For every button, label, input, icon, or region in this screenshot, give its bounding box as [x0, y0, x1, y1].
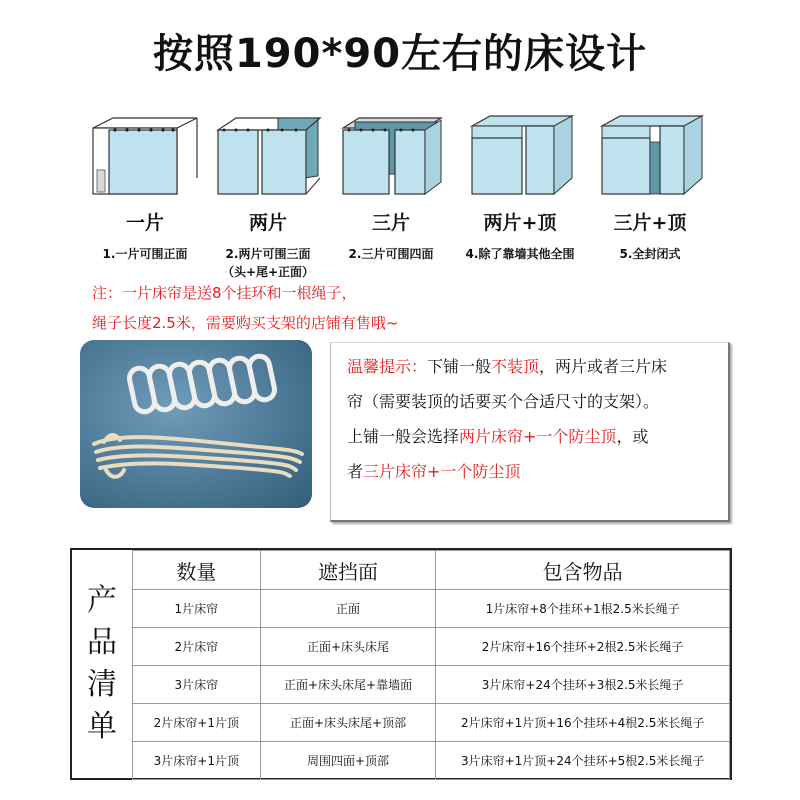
- rings-and-rope-photo: [80, 340, 312, 508]
- product-list-table: [70, 548, 732, 780]
- option-two-panel: [203, 112, 333, 281]
- table-row: [133, 590, 730, 628]
- table-row: [133, 628, 730, 666]
- option-desc: 4.除了靠墙其他全围: [465, 247, 575, 261]
- page-title: 按照190*90左右的床设计: [152, 31, 648, 77]
- option-two-panel-top: [455, 112, 585, 263]
- table-header-row: [133, 551, 730, 590]
- tip-line-3: 上铺一般会选择两片床帘+一个防尘顶，或: [347, 427, 649, 446]
- cell-contents: 2片床帘+1片顶+16个挂环+4根2.5米长绳子: [436, 704, 730, 742]
- cell-contents: 2片床帘+16个挂环+2根2.5米长绳子: [436, 628, 730, 666]
- option-desc: 2.两片可围三面 （头+尾+正面）: [221, 247, 315, 279]
- cell-coverage: 正面: [260, 590, 436, 628]
- cell-quantity: 3片床帘: [133, 666, 261, 704]
- option-desc: 2.三片可围四面: [348, 247, 434, 261]
- option-one-panel: [80, 112, 210, 263]
- three-panel-curtain-illustration: [329, 112, 453, 196]
- two-panel-curtain-illustration: [206, 112, 330, 196]
- three-panel-top-curtain-illustration: [588, 112, 712, 196]
- cell-contents: 3片床帘+24个挂环+3根2.5米长绳子: [436, 666, 730, 704]
- option-desc: 1.一片可围正面: [102, 247, 188, 261]
- cell-coverage: 周围四面+顶部: [260, 742, 436, 780]
- cell-coverage: 正面+床头床尾: [260, 628, 436, 666]
- cell-quantity: 1片床帘: [133, 590, 261, 628]
- option-name: 三片: [371, 212, 410, 234]
- cell-quantity: 2片床帘+1片顶: [133, 704, 261, 742]
- cell-coverage: 正面+床头床尾+靠墙面: [260, 666, 436, 704]
- tip-line-2: 帘（需要装顶的话要买个合适尺寸的支架）。: [347, 392, 660, 411]
- table-row: [133, 704, 730, 742]
- one-panel-curtain-illustration: [83, 112, 207, 196]
- option-name: 一片: [125, 212, 164, 234]
- note-line-1: 注：一片床帘是送8个挂环和一根绳子，: [92, 284, 357, 302]
- tip-box: [330, 342, 730, 522]
- option-three-panel: [326, 112, 456, 263]
- option-name: 两片: [248, 212, 287, 234]
- tip-line-1: 温馨提示：下铺一般不装顶，两片或者三片床: [347, 357, 668, 376]
- cell-contents: 3片床帘+1片顶+24个挂环+5根2.5米长绳子: [436, 742, 730, 780]
- tip-line-4: 者三片床帘+一个防尘顶: [347, 462, 521, 481]
- two-panel-top-curtain-illustration: [458, 112, 582, 196]
- option-name: 两片+顶: [483, 212, 557, 234]
- cell-contents: 1片床帘+8个挂环+1根2.5米长绳子: [436, 590, 730, 628]
- cell-quantity: 2片床帘: [133, 628, 261, 666]
- table-row: [133, 742, 730, 780]
- header-quantity: 数量: [133, 551, 261, 590]
- header-coverage: 遮挡面: [260, 551, 436, 590]
- header-contents: 包含物品: [436, 551, 730, 590]
- product-list-title: 产 品 清 单: [87, 583, 117, 744]
- cell-coverage: 正面+床头床尾+顶部: [260, 704, 436, 742]
- table-row: [133, 666, 730, 704]
- note-line-2: 绳子长度2.5米，需要购买支架的店铺有售哦~: [92, 314, 399, 332]
- option-desc: 5.全封闭式: [619, 247, 681, 261]
- option-three-panel-top: [585, 112, 715, 263]
- cell-quantity: 3片床帘+1片顶: [133, 742, 261, 780]
- option-name: 三片+顶: [613, 212, 687, 234]
